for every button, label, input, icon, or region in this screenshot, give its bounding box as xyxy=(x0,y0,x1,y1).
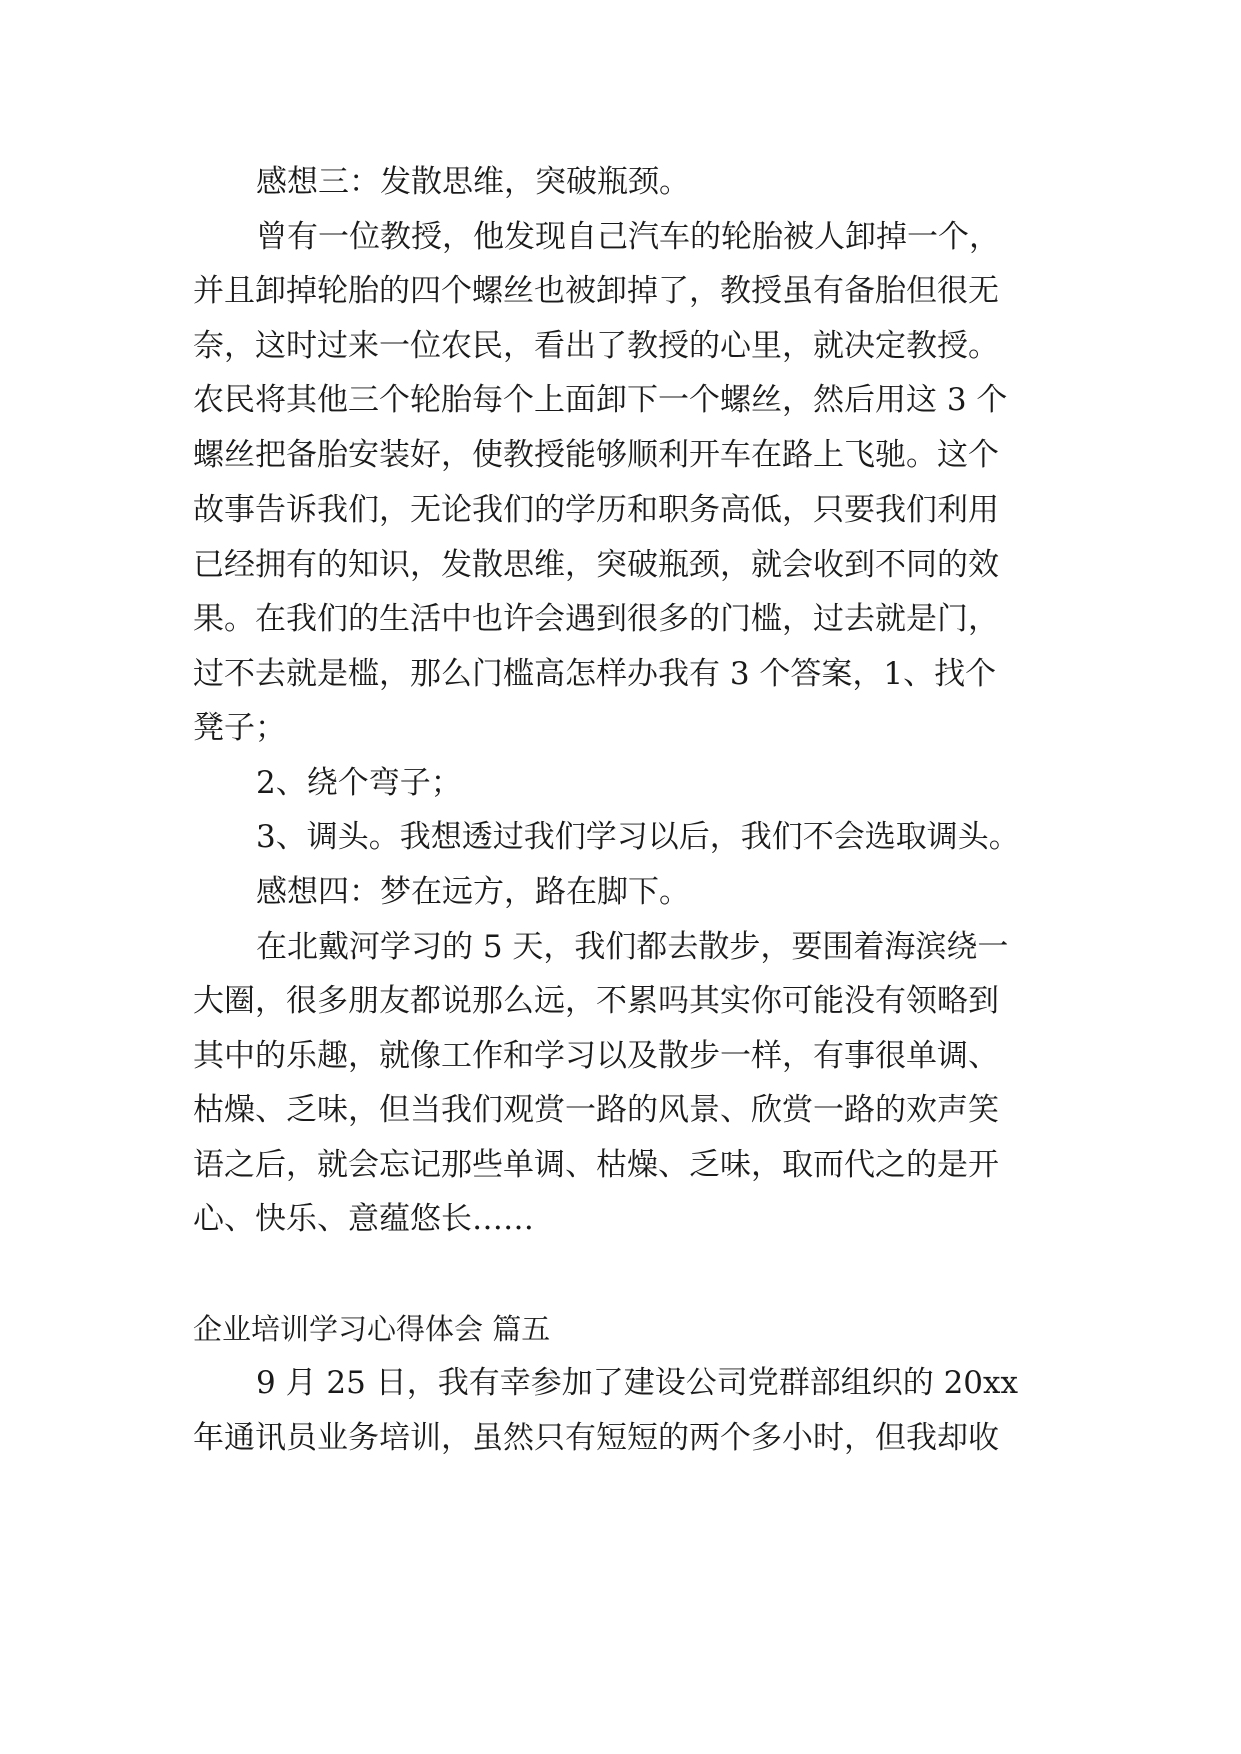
list-item-two: 2、绕个弯子； xyxy=(256,765,462,801)
text-line: 农民将其他三个轮胎每个上面卸下一个螺丝，然后用这 3 个 xyxy=(193,382,1008,418)
text-line: 奈，这时过来一位农民，看出了教授的心里，就决定教授。 xyxy=(193,328,999,364)
text-line: 其中的乐趣，就像工作和学习以及散步一样，有事很单调、 xyxy=(193,1038,999,1074)
text-line: 故事告诉我们，无论我们的学历和职务高低，只要我们利用 xyxy=(193,492,999,528)
text-line: 在北戴河学习的 5 天，我们都去散步，要围着海滨绕一 xyxy=(256,929,1009,965)
section-title: 企业培训学习心得体会 篇五 xyxy=(193,1312,551,1346)
text-line: 曾有一位教授，他发现自己汽车的轮胎被人卸掉一个， xyxy=(256,219,1000,255)
text-line: 果。在我们的生活中也许会遇到很多的门槛，过去就是门， xyxy=(193,601,999,637)
paragraph-heading-four: 感想四：梦在远方，路在脚下。 xyxy=(256,874,690,910)
text-line: 凳子； xyxy=(193,710,286,746)
text-line: 并且卸掉轮胎的四个螺丝也被卸掉了，教授虽有备胎但很无 xyxy=(193,273,999,309)
text-line: 已经拥有的知识，发散思维，突破瓶颈，就会收到不同的效 xyxy=(193,547,999,583)
text-line: 心、快乐、意蕴悠长…… xyxy=(193,1201,534,1237)
text-line: 枯燥、乏味，但当我们观赏一路的风景、欣赏一路的欢声笑 xyxy=(193,1092,999,1128)
text-line: 年通讯员业务培训，虽然只有短短的两个多小时，但我却收 xyxy=(193,1420,999,1456)
text-line: 螺丝把备胎安装好，使教授能够顺利开车在路上飞驰。这个 xyxy=(193,437,999,473)
paragraph-heading-three: 感想三：发散思维，突破瓶颈。 xyxy=(256,164,690,200)
text-line: 大圈，很多朋友都说那么远，不累吗其实你可能没有领略到 xyxy=(193,983,999,1019)
text-line: 9 月 25 日，我有幸参加了建设公司党群部组织的 20xx xyxy=(256,1365,1018,1401)
text-line: 过不去就是槛，那么门槛高怎样办我有 3 个答案，1、找个 xyxy=(193,656,997,692)
text-line: 语之后，就会忘记那些单调、枯燥、乏味，取而代之的是开 xyxy=(193,1147,999,1183)
list-item-three: 3、调头。我想透过我们学习以后，我们不会选取调头。 xyxy=(256,819,1020,855)
